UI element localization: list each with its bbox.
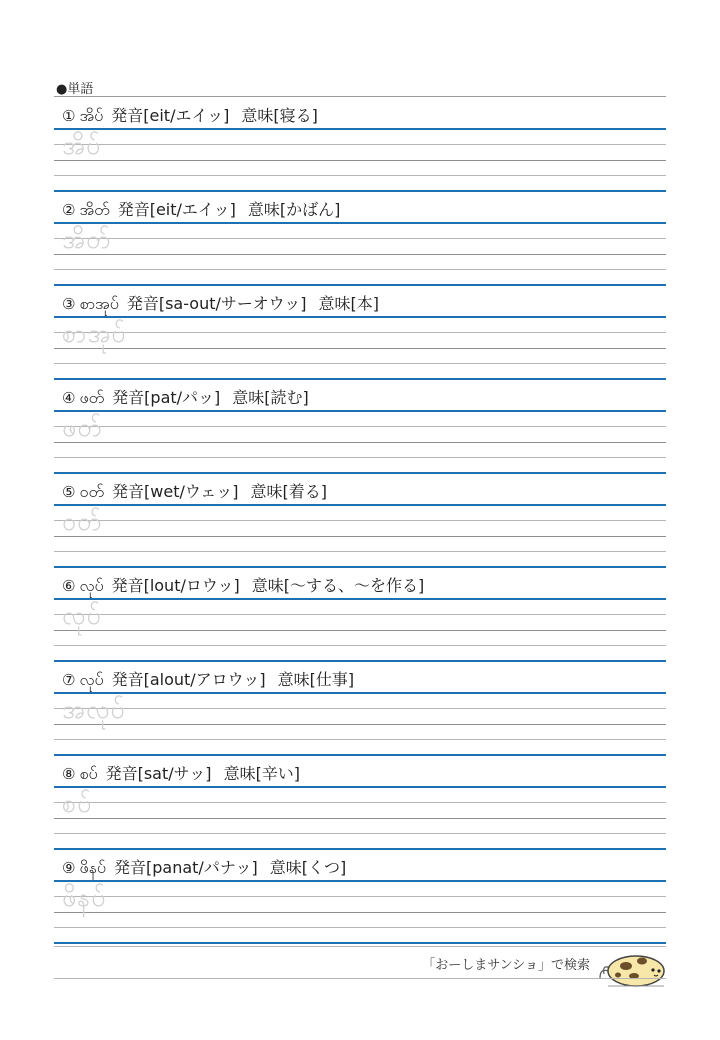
entry-number: ⑦ <box>62 671 76 689</box>
burmese-word: စာအုပ် <box>79 294 119 313</box>
gray-baseline <box>54 348 666 349</box>
gray-baseline <box>54 724 666 725</box>
gray-guide-line <box>54 551 666 552</box>
gray-guide-line <box>54 457 666 458</box>
gray-baseline <box>54 442 666 443</box>
gray-guide-line <box>54 175 666 176</box>
trace-word: ဖိနပ် <box>62 883 107 912</box>
trace-word: အလုပ် <box>62 695 126 724</box>
entry-number: ⑥ <box>62 577 76 595</box>
entry-title <box>62 106 318 126</box>
entry-number: ③ <box>62 295 76 313</box>
entry-title <box>62 200 340 220</box>
entry-title <box>62 482 327 502</box>
blue-rule-top <box>54 316 666 318</box>
blue-rule-bottom <box>54 472 666 474</box>
entry-title <box>62 576 424 596</box>
pronunciation: 発音[panat/パナッ] <box>114 858 258 877</box>
gray-baseline <box>54 254 666 255</box>
meaning: 意味[～する、～を作る] <box>251 576 425 595</box>
blue-rule-top <box>54 880 666 882</box>
meaning: 意味[くつ] <box>269 858 347 877</box>
gray-guide-line <box>54 426 666 427</box>
burmese-word: အိတ် <box>79 200 110 219</box>
pronunciation: 発音[lout/ロウッ] <box>111 576 240 595</box>
entry-number: ① <box>62 107 76 125</box>
burmese-word: ဝတ် <box>79 482 105 501</box>
meaning: 意味[辛い] <box>223 764 301 783</box>
gray-guide-line <box>54 238 666 239</box>
trace-word: စပ် <box>62 789 93 818</box>
gray-guide-line <box>54 363 666 364</box>
heading-rule <box>54 96 666 97</box>
blue-rule-bottom <box>54 566 666 568</box>
blue-rule-top <box>54 504 666 506</box>
gray-baseline <box>54 818 666 819</box>
trace-word: အိတ် <box>62 225 112 254</box>
blue-rule-top <box>54 410 666 412</box>
footer-top-rule <box>54 946 666 947</box>
blue-rule-bottom <box>54 754 666 756</box>
search-hint: 「おーしまサンショ」で検索 <box>422 958 590 973</box>
gray-guide-line <box>54 144 666 145</box>
blue-rule-bottom <box>54 660 666 662</box>
meaning: 意味[読む] <box>232 388 309 407</box>
vocab-entry <box>54 757 666 852</box>
blue-rule-bottom <box>54 284 666 286</box>
pronunciation: 発音[alout/アロウッ] <box>111 670 266 689</box>
pronunciation: 発音[sat/サッ] <box>105 764 212 783</box>
vocab-entry <box>54 663 666 758</box>
trace-word: ဖတ် <box>62 413 103 442</box>
sansho-mascot-icon <box>598 944 668 988</box>
vocab-entry <box>54 99 666 194</box>
trace-word: လုပ် <box>62 601 102 630</box>
entry-number: ⑤ <box>62 483 76 501</box>
blue-rule-top <box>54 128 666 130</box>
gray-baseline <box>54 160 666 161</box>
gray-baseline <box>54 630 666 631</box>
gray-guide-line <box>54 645 666 646</box>
burmese-word: ဖတ် <box>79 388 105 407</box>
gray-baseline <box>54 536 666 537</box>
meaning: 意味[かばん] <box>247 200 341 219</box>
entry-number: ④ <box>62 389 76 407</box>
footer-bottom-rule <box>54 978 666 979</box>
burmese-word: အိပ် <box>79 106 104 125</box>
burmese-word: ဖိနပ် <box>79 858 106 877</box>
blue-rule-top <box>54 786 666 788</box>
pronunciation: 発音[pat/パッ] <box>112 388 221 407</box>
trace-word: ဝတ် <box>62 507 103 536</box>
trace-word: အိပ် <box>62 131 102 160</box>
vocab-entry <box>54 193 666 288</box>
vocab-entry <box>54 381 666 476</box>
entry-title <box>62 764 300 784</box>
gray-guide-line <box>54 708 666 709</box>
gray-baseline <box>54 912 666 913</box>
vocab-entry <box>54 475 666 570</box>
blue-rule-bottom <box>54 378 666 380</box>
section-heading: ●単語 <box>56 82 94 97</box>
gray-guide-line <box>54 520 666 521</box>
entry-title <box>62 388 309 408</box>
entry-title <box>62 670 354 690</box>
gray-guide-line <box>54 332 666 333</box>
pronunciation: 発音[wet/ウェッ] <box>112 482 239 501</box>
burmese-word: စပ် <box>79 764 98 783</box>
gray-guide-line <box>54 269 666 270</box>
entry-title <box>62 858 346 878</box>
vocab-entry <box>54 569 666 664</box>
blue-rule-bottom <box>54 848 666 850</box>
entry-title <box>62 294 379 314</box>
entry-number: ⑧ <box>62 765 76 783</box>
gray-guide-line <box>54 739 666 740</box>
gray-guide-line <box>54 927 666 928</box>
blue-rule-top <box>54 692 666 694</box>
pronunciation: 発音[sa-out/サーオウッ] <box>126 294 307 313</box>
meaning: 意味[仕事] <box>277 670 355 689</box>
blue-rule-bottom <box>54 190 666 192</box>
vocab-entry <box>54 851 666 946</box>
blue-rule-top <box>54 222 666 224</box>
pronunciation: 発音[eit/エイッ] <box>111 106 230 125</box>
gray-guide-line <box>54 896 666 897</box>
meaning: 意味[寝る] <box>241 106 318 125</box>
vocab-entry <box>54 287 666 382</box>
gray-guide-line <box>54 833 666 834</box>
pronunciation: 発音[eit/エイッ] <box>117 200 236 219</box>
meaning: 意味[本] <box>318 294 379 313</box>
blue-rule-bottom <box>54 942 666 944</box>
worksheet <box>54 0 666 1040</box>
burmese-word: လုပ် <box>79 670 104 689</box>
entry-number: ② <box>62 201 76 219</box>
burmese-word: လုပ် <box>79 576 104 595</box>
meaning: 意味[着る] <box>250 482 327 501</box>
gray-guide-line <box>54 802 666 803</box>
gray-guide-line <box>54 614 666 615</box>
trace-word: စာအုပ် <box>62 319 127 348</box>
entry-number: ⑨ <box>62 859 76 877</box>
blue-rule-top <box>54 598 666 600</box>
